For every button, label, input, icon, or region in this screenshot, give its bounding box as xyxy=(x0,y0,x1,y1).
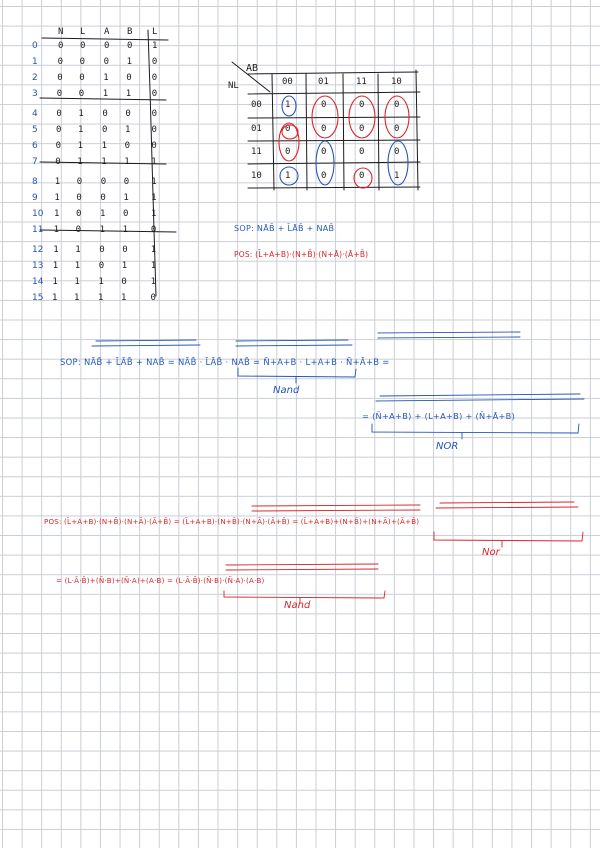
truth-table-cell: 0 xyxy=(127,41,133,51)
kmap-grid-v3 xyxy=(343,74,344,190)
kmap-col-variable: AB xyxy=(246,63,259,74)
truth-table-cell: 0 xyxy=(102,109,108,119)
truth-table-cell: 0 xyxy=(58,41,64,51)
pos-long-expression-line2: = (L·Ā·B̄)+(N̄·B)+(N̄·A)+(A·B) = (L·Ā·B̄)·(N̄·B)·(N̄·A)·(A·B) xyxy=(56,576,265,585)
sop-overbar-6 xyxy=(378,337,520,338)
truth-table-cell: 1 xyxy=(77,157,83,167)
truth-table-cell: 0 xyxy=(56,125,62,135)
truth-table-cell: 1 xyxy=(102,89,109,99)
kmap-grid-v4 xyxy=(378,74,379,190)
truth-table-cell: 1 xyxy=(151,157,157,167)
truth-table-cell: 1 xyxy=(150,277,157,287)
truth-table-row-index: 12 xyxy=(32,245,44,255)
kmap-cell: 0 xyxy=(321,100,327,110)
kmap-grid-v5 xyxy=(416,70,418,190)
truth-table-cell: 0 xyxy=(123,177,130,187)
truth-table-cell: 1 xyxy=(100,209,106,219)
truth-table-cell: 1 xyxy=(78,109,84,119)
truth-table-cell: 1 xyxy=(77,141,84,151)
truth-table-cell: 1 xyxy=(126,57,133,67)
kmap-grid-h2 xyxy=(248,117,420,118)
truth-table-cell: 1 xyxy=(75,245,81,255)
nor-label-pos: Nor xyxy=(482,547,500,558)
truth-table-cell: 1 xyxy=(78,125,84,135)
truth-table-cell: 1 xyxy=(152,41,158,51)
truth-table-row-index: 6 xyxy=(32,141,38,151)
truth-table-cell: 1 xyxy=(99,225,106,235)
truth-table-header-3: B xyxy=(127,27,133,37)
truth-table-cell: 1 xyxy=(121,293,127,303)
pos-nand-brace xyxy=(224,591,385,598)
kmap-cell: 0 xyxy=(285,124,291,134)
kmap-col-header: 10 xyxy=(391,77,402,87)
truth-table-row-index: 4 xyxy=(32,109,38,119)
kmap-group-red-row01-11 xyxy=(279,123,299,161)
truth-table-row-index: 7 xyxy=(32,157,38,167)
truth-table-cell: 1 xyxy=(52,293,58,303)
truth-table-header-0: N xyxy=(58,27,64,37)
sop-overbar-1 xyxy=(96,340,196,341)
pos-overbar-1 xyxy=(252,505,420,506)
truth-table-cell: 1 xyxy=(98,293,104,303)
kmap-row-header: 00 xyxy=(251,100,262,110)
truth-table-cell: 0 xyxy=(76,193,82,203)
sop-nor-overbar-2 xyxy=(376,399,584,401)
sop-nor-brace xyxy=(372,424,579,433)
truth-table-cell: 0 xyxy=(151,73,158,83)
table-header-rule xyxy=(42,38,168,40)
truth-table-cell: 0 xyxy=(126,73,132,83)
table-divider-4 xyxy=(40,98,166,100)
truth-table-header-2: A xyxy=(104,27,110,37)
truth-table-cell: 0 xyxy=(76,209,82,219)
kmap-row-variable: NL xyxy=(228,81,239,91)
truth-table-cell: 0 xyxy=(151,57,158,67)
truth-table-cell: 1 xyxy=(52,261,59,271)
kmap-group-red-m4 xyxy=(282,125,298,139)
truth-table-cell: 0 xyxy=(79,73,85,83)
pos-nand-overbar-2 xyxy=(226,569,378,570)
kmap-group-blue-m0 xyxy=(282,96,296,116)
truth-table-cell: 0 xyxy=(121,277,127,287)
kmap-grid-h3 xyxy=(248,140,420,141)
truth-table-cell: 1 xyxy=(54,177,61,187)
truth-table-cell: 1 xyxy=(123,193,129,203)
kmap-col-header: 00 xyxy=(282,77,293,87)
truth-table-cell: 1 xyxy=(101,157,107,167)
kmap-grid-h0 xyxy=(248,72,418,74)
kmap-cell: 0 xyxy=(359,171,365,181)
pos-overbar-2 xyxy=(252,510,420,511)
kmap-corner-diagonal xyxy=(232,62,270,92)
truth-table-cell: 1 xyxy=(103,73,109,83)
pos-overbar-4 xyxy=(436,507,578,508)
kmap-row-header: 01 xyxy=(251,124,262,134)
truth-table-cell: 1 xyxy=(124,157,130,167)
nand-label-sop: Nand xyxy=(273,385,300,396)
truth-table-cell: 1 xyxy=(53,245,59,255)
truth-table-cell: 0 xyxy=(99,245,105,255)
truth-table-cell: 0 xyxy=(56,109,62,119)
kmap-cell: 1 xyxy=(394,171,400,181)
truth-table-cell: 0 xyxy=(150,293,156,303)
nand-label-pos: Nand xyxy=(284,600,311,611)
pos-short-expression: POS: (L̄+A+B)·(N+B̄)·(N+Ā)·(Ā+B̄) xyxy=(234,250,369,259)
sop-nand-brace xyxy=(238,368,356,377)
kmap-cell: 0 xyxy=(321,171,327,181)
kmap-cell: 0 xyxy=(394,100,400,110)
table-output-divider xyxy=(148,27,158,296)
truth-table-cell: 0 xyxy=(75,225,82,235)
truth-table-row-index: 8 xyxy=(32,177,38,187)
truth-table-cell: 0 xyxy=(151,89,158,99)
kmap-cell: 0 xyxy=(321,124,327,134)
truth-table-cell: 0 xyxy=(151,125,157,135)
truth-table-cell: 0 xyxy=(151,141,157,151)
truth-table-cell: 0 xyxy=(122,245,128,255)
truth-table-cell: 0 xyxy=(151,109,158,119)
sop-overbar-3 xyxy=(236,340,348,341)
sop-nor-overbar-1 xyxy=(380,394,580,396)
kmap-cell: 0 xyxy=(359,124,365,134)
truth-table-cell: 1 xyxy=(151,177,157,187)
truth-table-cell: 1 xyxy=(151,209,157,219)
truth-table-cell: 0 xyxy=(124,141,131,151)
sop-overbar-5 xyxy=(378,332,520,333)
kmap-col-header: 11 xyxy=(356,77,367,87)
truth-table-cell: 1 xyxy=(54,193,60,203)
pos-overbar-3 xyxy=(440,502,574,503)
kmap-row-header: 10 xyxy=(251,171,262,181)
truth-table-header-4: L xyxy=(152,27,158,37)
truth-table-cell: 0 xyxy=(100,193,106,203)
kmap-row-header: 11 xyxy=(251,147,262,157)
sop-short-expression: SOP: NĀB̄ + L̄ĀB̄ + NAB̄ xyxy=(234,224,335,233)
truth-table-cell: 0 xyxy=(57,57,64,67)
truth-table-cell: 0 xyxy=(80,41,86,51)
truth-table-cell: 0 xyxy=(104,41,110,51)
truth-table-cell: 1 xyxy=(150,245,157,255)
truth-table-row-index: 15 xyxy=(32,293,44,303)
kmap-cell: 0 xyxy=(285,147,291,157)
truth-table-cell: 1 xyxy=(150,261,157,271)
truth-table-cell: 0 xyxy=(76,177,83,187)
truth-table-cell: 0 xyxy=(123,209,129,219)
truth-table-cell: 1 xyxy=(101,141,108,151)
truth-table-cell: 1 xyxy=(121,261,128,271)
truth-table-cell: 0 xyxy=(57,73,63,83)
truth-table-cell: 0 xyxy=(55,157,61,167)
truth-table-row-index: 5 xyxy=(32,125,38,135)
truth-table-row-index: 10 xyxy=(32,209,44,219)
truth-table-cell: 1 xyxy=(125,89,132,99)
sop-long-expression-line1: SOP: NĀB̄ + L̄ĀB̄ + NAB̄ = NĀB̄ · L̄ĀB̄ · NAB̄ = N̄+A+B · L+A+B · N̄+Ā+B = xyxy=(60,357,390,367)
kmap-cell: 1 xyxy=(285,171,291,181)
table-divider-8 xyxy=(40,162,166,164)
truth-table-cell: 1 xyxy=(125,125,131,135)
truth-table-cell: 1 xyxy=(54,209,60,219)
truth-table-row-index: 9 xyxy=(32,193,38,203)
truth-table-cell: 0 xyxy=(150,225,157,235)
kmap-cell: 0 xyxy=(359,100,365,110)
truth-table-cell: 0 xyxy=(56,89,63,99)
truth-table-row-index: 1 xyxy=(32,57,38,67)
truth-table-cell: 0 xyxy=(78,89,85,99)
truth-table-cell: 1 xyxy=(74,261,81,271)
kmap-cell: 0 xyxy=(321,147,327,157)
truth-table-row-index: 13 xyxy=(32,261,44,271)
sop-overbar-2 xyxy=(92,345,200,346)
truth-table-cell: 1 xyxy=(151,193,157,203)
pos-long-expression-line1: POS: (L̄+A+B)·(N+B̄)·(N+Ā)·(Ā+B̄) = (L̄+A+B)·(N+B̄)·(N+Ā)·(Ā+B̄) = (L̄+A+B)+(N+B̄)+(N+Ā)+(Ā+B̄) xyxy=(44,517,420,526)
table-divider-12 xyxy=(40,230,176,232)
truth-table-cell: 0 xyxy=(98,261,105,271)
kmap-cell: 1 xyxy=(285,100,291,110)
sop-overbar-4 xyxy=(236,345,352,346)
kmap-cell: 0 xyxy=(394,147,400,157)
kmap-grid-v1 xyxy=(272,74,274,190)
nor-label-sop: NOR xyxy=(436,441,459,452)
truth-table-cell: 0 xyxy=(79,57,86,67)
sop-long-expression-line2: = (N̄+A+B) + (L+A+B) + (N̄+Ā+B) xyxy=(362,411,516,421)
truth-table-cell: 0 xyxy=(102,125,108,135)
truth-table-cell: 1 xyxy=(98,277,104,287)
truth-table-cell: 1 xyxy=(53,225,60,235)
truth-table-row-index: 11 xyxy=(32,225,44,235)
pos-nand-overbar-1 xyxy=(226,564,378,565)
kmap-grid-h1 xyxy=(248,92,420,94)
kmap-cell: 0 xyxy=(359,147,365,157)
truth-table-cell: 1 xyxy=(74,293,80,303)
truth-table-cell: 0 xyxy=(100,177,107,187)
truth-table-cell: 0 xyxy=(103,57,110,67)
truth-table-row-index: 2 xyxy=(32,73,38,83)
truth-table-row-index: 14 xyxy=(32,277,44,287)
truth-table-cell: 1 xyxy=(52,277,58,287)
truth-table-cell: 1 xyxy=(122,225,129,235)
kmap-cell: 0 xyxy=(394,124,400,134)
pos-nor-brace xyxy=(434,532,583,541)
kmap-group-red-m14 xyxy=(354,168,372,188)
truth-table-cell: 0 xyxy=(125,109,131,119)
kmap-group-blue-col10 xyxy=(388,141,408,185)
truth-table-cell: 0 xyxy=(55,141,62,151)
truth-table-cell: 1 xyxy=(74,277,80,287)
kmap-group-blue-m8 xyxy=(280,167,298,185)
truth-table-header-1: L xyxy=(80,27,86,37)
truth-table-row-index: 0 xyxy=(32,41,38,51)
kmap-grid-v2 xyxy=(306,74,307,190)
kmap-col-header: 01 xyxy=(318,77,329,87)
truth-table-row-index: 3 xyxy=(32,89,38,99)
